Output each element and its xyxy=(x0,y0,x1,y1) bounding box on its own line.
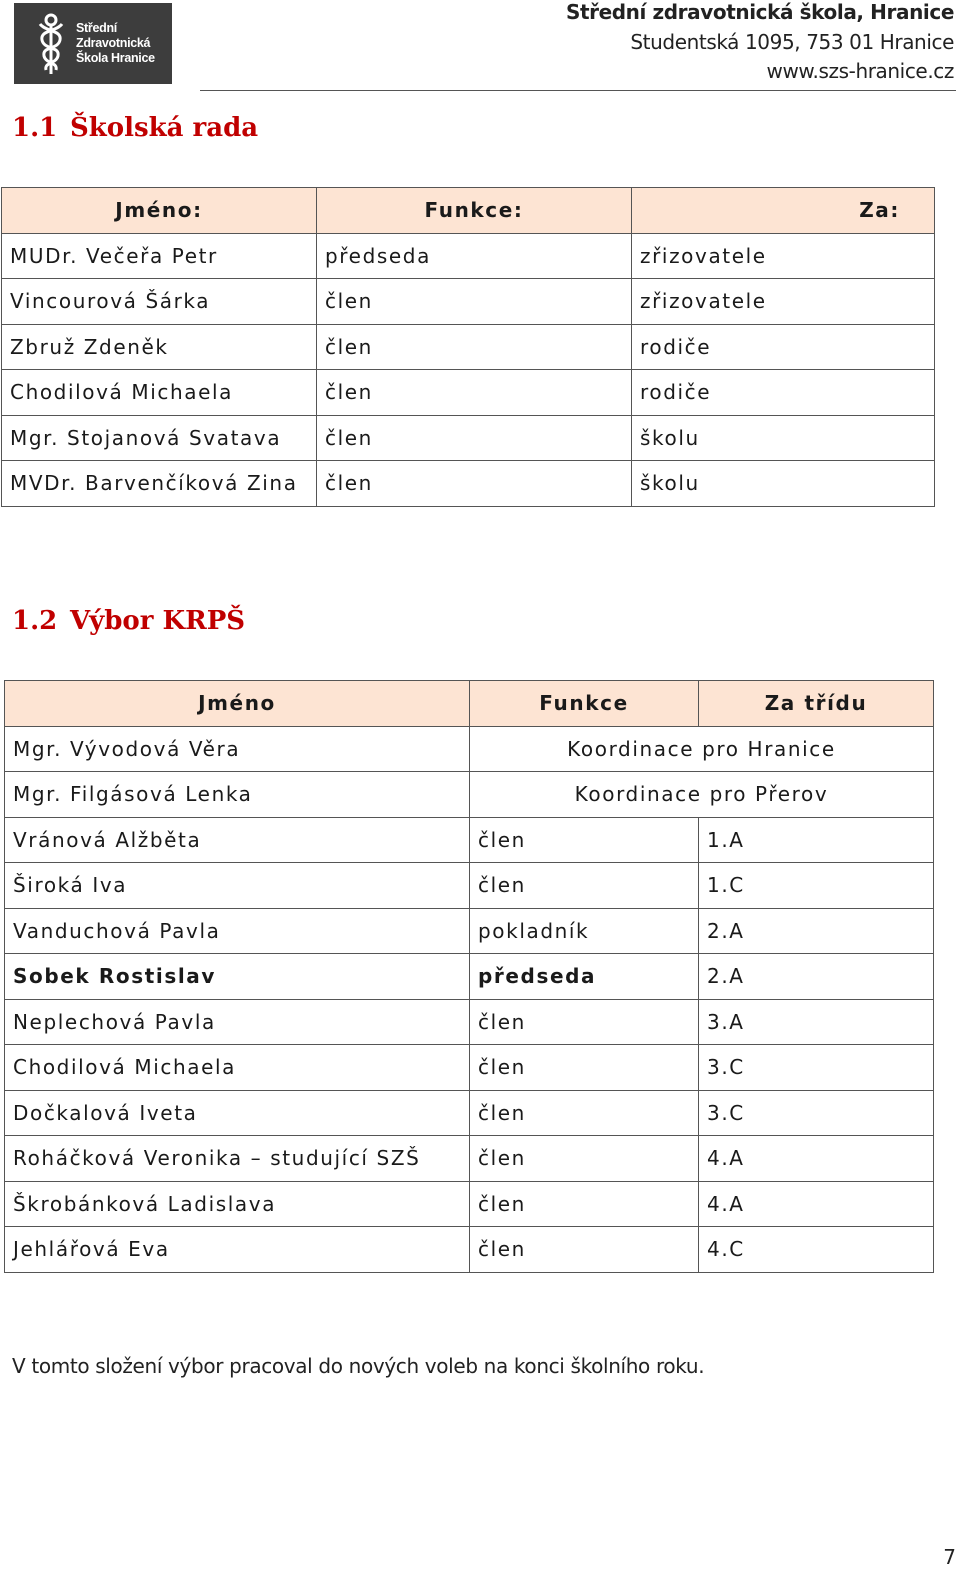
section-heading-skolska-rada xyxy=(12,113,258,143)
school-info xyxy=(566,0,954,87)
coordinator-name: Mgr. Vývodová Věra xyxy=(5,726,470,772)
vybor-krps-table xyxy=(4,680,934,1273)
table-row-chair xyxy=(5,954,934,1000)
school-name: Střední zdravotnická škola, Hranice xyxy=(565,0,954,24)
member-class: 4.A xyxy=(699,1136,934,1182)
table-row xyxy=(5,863,934,909)
logo-line: Střední xyxy=(76,21,117,35)
member-function: člen xyxy=(317,370,632,416)
column-header-name: Jméno xyxy=(5,681,470,727)
member-for: školu xyxy=(632,415,935,461)
member-function: člen xyxy=(470,1045,699,1091)
column-header-for: Za: xyxy=(632,188,935,234)
member-function: člen xyxy=(470,863,699,909)
member-function: předseda xyxy=(470,954,699,1000)
logo-line: Škola Hranice xyxy=(76,51,155,65)
member-name: Roháčková Veronika – studující SZŠ xyxy=(5,1136,470,1182)
page-number: 7 xyxy=(943,1545,956,1569)
member-function: člen xyxy=(470,1181,699,1227)
column-header-class: Za třídu xyxy=(699,681,934,727)
caduceus-icon xyxy=(36,12,66,76)
member-function: člen xyxy=(470,1227,699,1273)
table-row xyxy=(5,1227,934,1273)
coordinator-row xyxy=(5,772,934,818)
section-heading-vybor-krps xyxy=(12,606,245,636)
member-name: Neplechová Pavla xyxy=(5,999,470,1045)
section-number: 1.2 xyxy=(12,606,58,636)
section-number: 1.1 xyxy=(12,113,58,143)
member-name: Chodilová Michaela xyxy=(5,1045,470,1091)
member-name: MVDr. Barvenčíková Zina xyxy=(2,461,317,507)
table-row xyxy=(5,1181,934,1227)
member-name: MUDr. Večeřa Petr xyxy=(2,233,317,279)
member-class: 3.C xyxy=(699,1090,934,1136)
table-row xyxy=(5,1090,934,1136)
member-class: 2.A xyxy=(699,954,934,1000)
member-function: člen xyxy=(470,1136,699,1182)
coordinator-role: Koordinace pro Hranice xyxy=(470,726,934,772)
table-row xyxy=(5,817,934,863)
member-for: rodiče xyxy=(632,370,935,416)
coordinator-name: Mgr. Filgásová Lenka xyxy=(5,772,470,818)
member-for: školu xyxy=(632,461,935,507)
logo-text xyxy=(76,21,155,66)
member-for: rodiče xyxy=(632,324,935,370)
member-function: člen xyxy=(317,324,632,370)
member-function: pokladník xyxy=(470,908,699,954)
member-name: Zbruž Zdeněk xyxy=(2,324,317,370)
member-name: Široká Iva xyxy=(5,863,470,909)
member-name: Jehlářová Eva xyxy=(5,1227,470,1273)
column-header-function: Funkce: xyxy=(317,188,632,234)
member-function: člen xyxy=(470,999,699,1045)
coordinator-row xyxy=(5,726,934,772)
member-class: 2.A xyxy=(699,908,934,954)
member-name: Vincourová Šárka xyxy=(2,279,317,325)
table-row xyxy=(2,370,935,416)
header-divider xyxy=(200,90,956,91)
school-address: Studentská 1095, 753 01 Hranice xyxy=(630,29,954,54)
table-row xyxy=(2,461,935,507)
member-name: Škrobánková Ladislava xyxy=(5,1181,470,1227)
skolska-rada-table xyxy=(1,187,935,507)
table-row xyxy=(5,908,934,954)
member-name: Mgr. Stojanová Svatava xyxy=(2,415,317,461)
member-function: člen xyxy=(470,817,699,863)
school-website[interactable]: www.szs-hranice.cz xyxy=(766,59,954,83)
logo-line: Zdravotnická xyxy=(76,36,151,50)
table-header-row xyxy=(2,188,935,234)
member-class: 4.A xyxy=(699,1181,934,1227)
closing-note: V tomto složení výbor pracoval do nových voleb na konci školního roku. xyxy=(12,1354,705,1378)
coordinator-role: Koordinace pro Přerov xyxy=(470,772,934,818)
member-for: zřizovatele xyxy=(632,279,935,325)
table-header-row xyxy=(5,681,934,727)
column-header-name: Jméno: xyxy=(2,188,317,234)
table-row xyxy=(5,1136,934,1182)
member-name: Vanduchová Pavla xyxy=(5,908,470,954)
table-row xyxy=(5,1045,934,1091)
member-class: 4.C xyxy=(699,1227,934,1273)
table-row xyxy=(2,415,935,461)
member-class: 1.C xyxy=(699,863,934,909)
member-function: člen xyxy=(317,279,632,325)
member-class: 3.A xyxy=(699,999,934,1045)
column-header-function: Funkce xyxy=(470,681,699,727)
member-name: Dočkalová Iveta xyxy=(5,1090,470,1136)
member-class: 3.C xyxy=(699,1045,934,1091)
member-function: člen xyxy=(317,415,632,461)
member-function: předseda xyxy=(317,233,632,279)
member-name: Chodilová Michaela xyxy=(2,370,317,416)
table-row xyxy=(2,324,935,370)
section-title: Školská rada xyxy=(70,113,259,143)
member-for: zřizovatele xyxy=(632,233,935,279)
member-name: Sobek Rostislav xyxy=(5,954,470,1000)
table-row xyxy=(5,999,934,1045)
member-function: člen xyxy=(470,1090,699,1136)
table-row xyxy=(2,279,935,325)
member-function: člen xyxy=(317,461,632,507)
school-logo xyxy=(14,3,172,84)
member-name: Vránová Alžběta xyxy=(5,817,470,863)
table-row xyxy=(2,233,935,279)
section-title: Výbor KRPŠ xyxy=(70,606,246,636)
member-class: 1.A xyxy=(699,817,934,863)
